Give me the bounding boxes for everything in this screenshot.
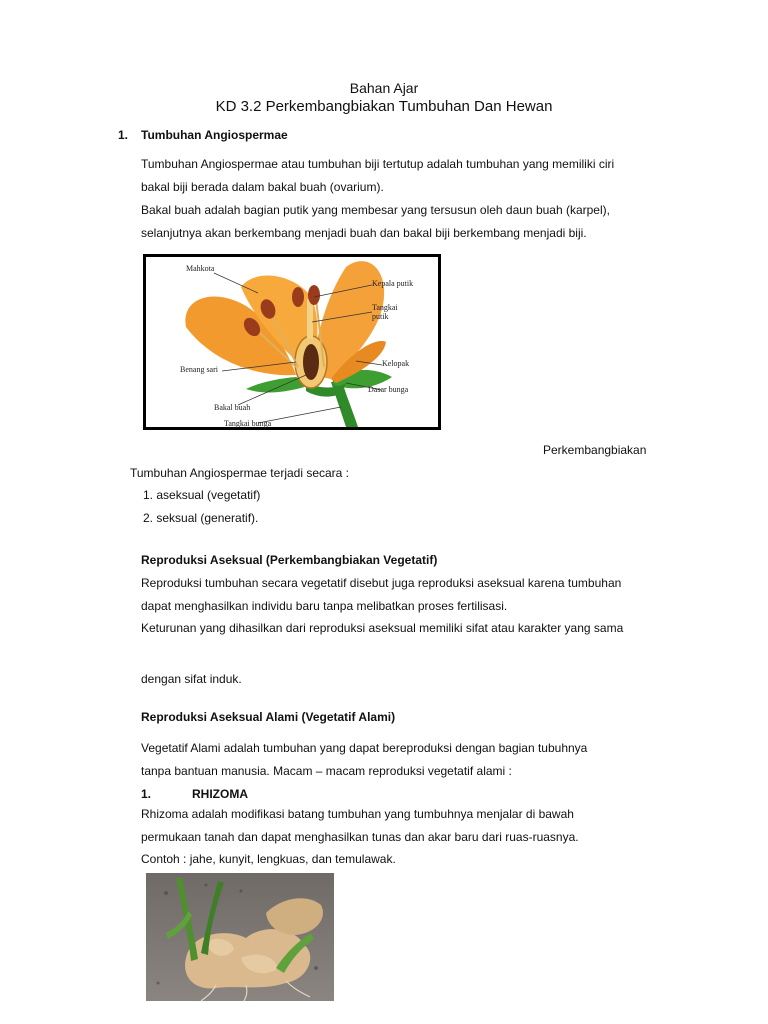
section-heading: Reproduksi Aseksual (Perkembangbiakan Vegetatif): [141, 553, 438, 567]
label-tangkai-bunga: Tangkai bunga: [224, 419, 272, 428]
subsection-heading: RHIZOMA: [192, 787, 248, 801]
paragraph-line: selanjutnya akan berkembang menjadi buah dan bakal biji berkembang menjadi biji.: [141, 226, 587, 240]
paragraph-line: Rhizoma adalah modifikasi batang tumbuhan yang tumbuhnya menjalar di bawah: [141, 807, 574, 821]
section-heading: Tumbuhan Angiospermae: [141, 128, 288, 142]
paragraph-line: Contoh : jahe, kunyit, lengkuas, dan temulawak.: [141, 852, 396, 866]
list-item: 2. seksual (generatif).: [143, 511, 259, 525]
label-mahkota: Mahkota: [186, 264, 215, 273]
section-heading: Reproduksi Aseksual Alami (Vegetatif Alami): [141, 710, 396, 724]
paragraph-line: permukaan tanah dan dapat menghasilkan tunas dan akar baru dari ruas-ruasnya.: [141, 830, 579, 844]
paragraph-line: Reproduksi tumbuhan secara vegetatif disebut juga reproduksi aseksual karena tumbuhan: [141, 576, 622, 590]
label-benang-sari: Benang sari: [180, 365, 218, 374]
paragraph-line: Vegetatif Alami adalah tumbuhan yang dapat bereproduksi dengan bagian tubuhnya: [141, 741, 588, 755]
document-subtitle: KD 3.2 Perkembangbiakan Tumbuhan Dan Hewan: [215, 98, 553, 115]
paragraph-line: Tumbuhan Angiospermae atau tumbuhan biji tertutup adalah tumbuhan yang memiliki ciri: [141, 157, 615, 171]
section-number: 1.: [118, 128, 129, 142]
flower-diagram: [143, 254, 441, 430]
paragraph-line: Bakal buah adalah bagian putik yang membesar yang tersusun oleh daun buah (karpel),: [141, 203, 610, 217]
subsection-number: 1.: [141, 787, 152, 801]
figure-side-caption: Perkembangbiakan: [543, 443, 647, 457]
label-bakal-buah: Bakal buah: [214, 403, 251, 412]
paragraph-line: dengan sifat induk.: [141, 672, 242, 686]
label-kelopak: Kelopak: [382, 359, 410, 368]
paragraph-line: tanpa bantuan manusia. Macam – macam reproduksi vegetatif alami :: [141, 764, 512, 778]
list-item: 1. aseksual (vegetatif): [143, 488, 261, 502]
label-tangkai-putik: Tangkai: [372, 303, 398, 312]
document-title: Bahan Ajar: [349, 80, 419, 96]
paragraph-line: bakal biji berada dalam bakal buah (ovarium).: [141, 180, 384, 194]
paragraph-line: Tumbuhan Angiospermae terjadi secara :: [130, 466, 350, 480]
paragraph-line: dapat menghasilkan individu baru tanpa melibatkan proses fertilisasi.: [141, 599, 508, 613]
label-dasar-bunga: Dasar bunga: [368, 385, 409, 394]
label-tangkai-putik-2: putik: [372, 312, 389, 321]
paragraph-line: Keturunan yang dihasilkan dari reproduksi aseksual memiliki sifat atau karakter yang sama: [141, 621, 624, 635]
label-kepala-putik: Kepala putik: [372, 279, 414, 288]
rhizome-photo: [146, 873, 334, 1001]
